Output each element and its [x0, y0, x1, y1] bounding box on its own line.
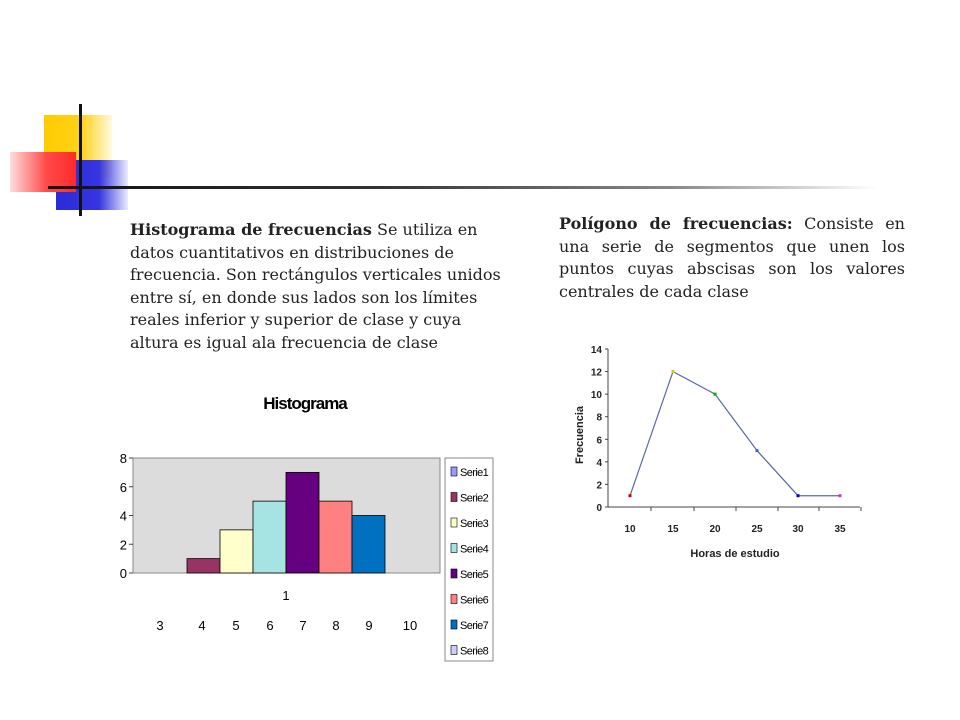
polygon-ytick-label: 2 — [596, 480, 602, 492]
histogram-ytick-label: 4 — [119, 508, 127, 524]
polygon-heading: Polígono de frecuencias: — [559, 214, 793, 233]
decor-horizontal-line — [48, 186, 878, 189]
histogram-bar-serie5 — [286, 472, 319, 573]
legend-swatch-serie6 — [451, 595, 457, 604]
polygon-xtick-label: 15 — [667, 524, 679, 535]
histogram-heading: Histograma de frecuencias — [130, 220, 372, 239]
histogram-bar-serie6 — [319, 501, 352, 573]
histogram-bin-label: 6 — [266, 618, 274, 633]
legend-swatch-serie7 — [451, 620, 457, 629]
polygon-ylabel: Frecuencia — [574, 405, 586, 465]
polygon-point — [714, 393, 717, 396]
histogram-bin-label: 4 — [198, 618, 206, 633]
histogram-bar-serie4 — [253, 501, 286, 573]
legend-label-serie7: Serie7 — [460, 620, 489, 632]
polygon-chart — [560, 335, 900, 575]
histogram-ytick-label: 8 — [119, 451, 127, 466]
legend-swatch-serie3 — [451, 518, 457, 527]
polygon-point — [629, 494, 632, 497]
polygon-point — [756, 449, 759, 452]
histogram-bin-label: 8 — [332, 618, 340, 633]
polygon-point — [839, 494, 842, 497]
legend-swatch-serie4 — [451, 544, 457, 553]
histogram-bin-label: 5 — [232, 618, 240, 633]
decor-vertical-line — [79, 104, 82, 216]
histogram-bin-label: 9 — [365, 618, 373, 633]
polygon-ytick-label: 0 — [596, 503, 602, 514]
legend-label-serie1: Serie1 — [460, 467, 489, 479]
polygon-xlabel: Horas de estudio — [690, 548, 780, 560]
polygon-ytick-label: 6 — [596, 435, 602, 447]
histogram-bar-serie2 — [187, 559, 220, 573]
polygon-ytick-label: 8 — [596, 412, 602, 424]
legend-swatch-serie2 — [451, 493, 457, 502]
histogram-ytick-label: 6 — [119, 479, 127, 495]
polygon-body: Consiste en una serie de segmentos que unen los puntos cuyas abscisas son los valores centrales de cada clase — [559, 214, 905, 301]
histogram-ytick-label: 2 — [119, 537, 127, 553]
histogram-bin-label: 3 — [156, 618, 164, 633]
legend-swatch-serie1 — [451, 467, 457, 476]
legend-swatch-serie8 — [451, 646, 457, 655]
polygon-xtick-label: 20 — [709, 524, 721, 535]
legend-label-serie5: Serie5 — [460, 569, 489, 581]
legend-label-serie6: Serie6 — [460, 594, 489, 607]
histogram-chart-title: Histograma — [263, 394, 347, 413]
legend-label-serie2: Serie2 — [460, 492, 489, 505]
polygon-xtick-label: 30 — [792, 524, 804, 535]
histogram-bar-serie3 — [220, 530, 253, 573]
histogram-category-label: 1 — [282, 588, 290, 603]
histogram-bin-label: 10 — [402, 618, 418, 633]
polygon-point — [672, 370, 675, 373]
polygon-ytick-label: 14 — [590, 345, 602, 356]
polygon-xtick-label: 10 — [624, 524, 636, 535]
histogram-description — [130, 219, 508, 354]
legend-label-serie4: Serie4 — [460, 543, 489, 556]
histogram-body: Se utiliza en datos cuantitativos en distribuciones de frecuencia. Son rectángulos verticales unidos entre sí, en donde sus lados son los límites reales inferior y superior de clase y cuya altura es igual ala frecuencia de clase — [130, 220, 501, 352]
polygon-point — [797, 494, 800, 497]
polygon-ytick-label: 10 — [590, 390, 602, 402]
legend-swatch-serie5 — [451, 569, 457, 578]
polygon-series-line — [630, 372, 840, 496]
histogram-bin-label: 7 — [299, 618, 307, 633]
histogram-ytick-label: 0 — [119, 566, 127, 581]
polygon-description — [559, 213, 905, 303]
histogram-chart — [110, 385, 510, 685]
polygon-xtick-label: 35 — [834, 524, 846, 535]
polygon-xtick-label: 25 — [751, 524, 763, 535]
legend-label-serie3: Serie3 — [460, 518, 489, 530]
polygon-ytick-label: 12 — [590, 367, 602, 379]
histogram-bar-serie7 — [352, 516, 385, 574]
legend-label-serie8: Serie8 — [460, 645, 489, 658]
polygon-ytick-label: 4 — [596, 457, 602, 469]
